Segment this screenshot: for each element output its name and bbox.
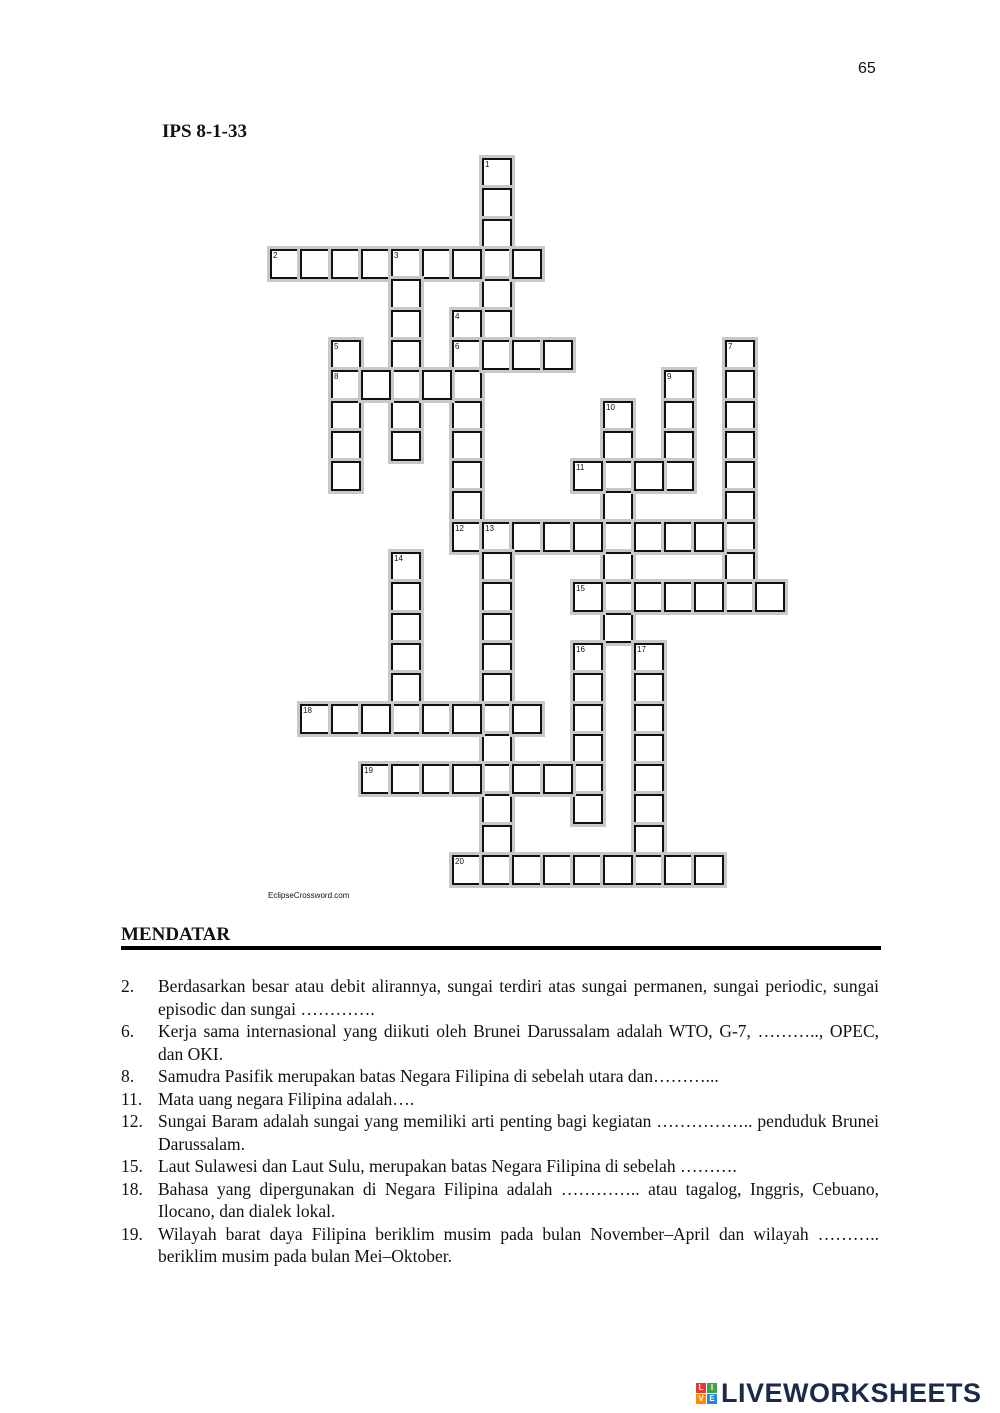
clue-text: Mata uang negara Filipina adalah…. bbox=[158, 1088, 415, 1109]
clue-text: Berdasarkan besar atau debit alirannya, sungai terdiri atas sungai permanen, sungai periodic, sungai episodic dan sungai …………. bbox=[158, 976, 879, 1019]
clue-number-label: 9 bbox=[667, 372, 672, 381]
clue-number: 18. bbox=[121, 1178, 143, 1199]
clue-item bbox=[121, 1155, 879, 1178]
crossword-cell[interactable] bbox=[331, 431, 361, 461]
logo-letter: V bbox=[696, 1394, 706, 1404]
clue-number-label: 14 bbox=[394, 554, 403, 563]
clue-number: 6. bbox=[121, 1021, 135, 1041]
clue-number-label: 2 bbox=[273, 251, 278, 260]
clue-item bbox=[121, 1065, 879, 1088]
clue-list bbox=[121, 975, 879, 1268]
section-title-mendatar: MENDATAR bbox=[121, 924, 231, 945]
crossword-cell[interactable] bbox=[573, 522, 603, 552]
crossword-cell[interactable] bbox=[543, 855, 573, 885]
crossword-cell[interactable] bbox=[482, 279, 512, 309]
crossword-cell[interactable] bbox=[725, 461, 755, 491]
crossword-cell[interactable] bbox=[452, 340, 482, 370]
crossword-cell[interactable] bbox=[725, 552, 755, 582]
clue-item bbox=[121, 1178, 879, 1223]
crossword-cell[interactable] bbox=[482, 552, 512, 582]
clue-number-label: 4 bbox=[455, 312, 460, 321]
crossword-cell[interactable] bbox=[391, 431, 421, 461]
crossword-cell[interactable] bbox=[422, 764, 452, 794]
brand-name: LIVEWORKSHEETS bbox=[721, 1378, 982, 1408]
crossword-cell[interactable] bbox=[422, 249, 452, 279]
crossword-cell[interactable] bbox=[512, 704, 542, 734]
crossword-cell[interactable] bbox=[391, 401, 421, 431]
crossword-cell[interactable] bbox=[634, 794, 664, 824]
crossword-cell[interactable] bbox=[634, 643, 664, 673]
liveworksheets-brand bbox=[696, 1378, 982, 1409]
crossword-cell[interactable] bbox=[634, 825, 664, 855]
logo-letter: E bbox=[707, 1394, 717, 1404]
clue-number: 19. bbox=[121, 1223, 143, 1244]
clue-number-label: 6 bbox=[455, 342, 460, 351]
clue-text: Samudra Pasifik merupakan batas Negara Filipina di sebelah utara dan………... bbox=[158, 1066, 719, 1086]
crossword-cell[interactable] bbox=[603, 431, 633, 461]
crossword-cell[interactable] bbox=[300, 249, 330, 279]
clue-number-label: 16 bbox=[576, 645, 585, 654]
crossword-cell[interactable] bbox=[573, 461, 603, 491]
clue-number-label: 20 bbox=[455, 857, 464, 866]
crossword-cell[interactable] bbox=[331, 340, 361, 370]
crossword-cell[interactable] bbox=[391, 249, 421, 279]
crossword-cell[interactable] bbox=[391, 582, 421, 612]
crossword-cell[interactable] bbox=[452, 461, 482, 491]
crossword-cell[interactable] bbox=[482, 522, 512, 552]
crossword-cell[interactable] bbox=[603, 461, 633, 491]
crossword-cell[interactable] bbox=[573, 582, 603, 612]
clue-number-label: 17 bbox=[637, 645, 646, 654]
crossword-cell[interactable] bbox=[452, 491, 482, 521]
logo-letter: I bbox=[707, 1383, 717, 1393]
clue-number-label: 10 bbox=[606, 403, 615, 412]
clue-number: 12. bbox=[121, 1111, 143, 1131]
crossword-cell[interactable] bbox=[331, 704, 361, 734]
clue-number-label: 19 bbox=[364, 766, 373, 775]
clue-item bbox=[121, 1110, 879, 1155]
crossword-cell[interactable] bbox=[725, 582, 755, 612]
crossword-cell[interactable] bbox=[482, 855, 512, 885]
crossword-cell[interactable] bbox=[725, 370, 755, 400]
clue-number-label: 18 bbox=[303, 706, 312, 715]
crossword-cell[interactable] bbox=[664, 370, 694, 400]
crossword-cell[interactable] bbox=[361, 764, 391, 794]
clue-number-label: 13 bbox=[485, 524, 494, 533]
crossword-cell[interactable] bbox=[331, 370, 361, 400]
crossword-cell[interactable] bbox=[391, 704, 421, 734]
crossword-cell[interactable] bbox=[482, 825, 512, 855]
crossword-cell[interactable] bbox=[482, 794, 512, 824]
clue-text: Kerja sama internasional yang diikuti oleh Brunei Darussalam adalah WTO, G-7, ……….., OPEC, dan OKI. bbox=[158, 1021, 879, 1064]
crossword-cell[interactable] bbox=[482, 158, 512, 188]
crossword-cell[interactable] bbox=[452, 401, 482, 431]
crossword-cell[interactable] bbox=[300, 704, 330, 734]
crossword-cell[interactable] bbox=[573, 673, 603, 703]
crossword-credit: EclipseCrossword.com bbox=[268, 891, 350, 900]
crossword-cell[interactable] bbox=[725, 340, 755, 370]
crossword-cell[interactable] bbox=[512, 340, 542, 370]
crossword-cell[interactable] bbox=[391, 552, 421, 582]
crossword-cell[interactable] bbox=[603, 613, 633, 643]
clue-number: 2. bbox=[121, 976, 135, 996]
crossword-cell[interactable] bbox=[452, 704, 482, 734]
crossword-cell[interactable] bbox=[603, 401, 633, 431]
crossword-cell[interactable] bbox=[755, 582, 785, 612]
crossword-cell[interactable] bbox=[634, 522, 664, 552]
crossword-cell[interactable] bbox=[664, 582, 694, 612]
clue-item bbox=[121, 1223, 879, 1268]
crossword-cell[interactable] bbox=[391, 764, 421, 794]
crossword-cell[interactable] bbox=[694, 522, 724, 552]
crossword-cell[interactable] bbox=[482, 219, 512, 249]
crossword-cell[interactable] bbox=[452, 764, 482, 794]
crossword-cell[interactable] bbox=[482, 582, 512, 612]
clue-number-label: 3 bbox=[394, 251, 399, 260]
crossword-cell[interactable] bbox=[634, 855, 664, 885]
crossword-cell[interactable] bbox=[634, 734, 664, 764]
crossword-cell[interactable] bbox=[331, 249, 361, 279]
clue-text: Bahasa yang dipergunakan di Negara Filipina adalah ………….. atau tagalog, Inggris, Cebuano, Ilocano, dan dialek lokal. bbox=[158, 1178, 879, 1221]
crossword-cell[interactable] bbox=[634, 461, 664, 491]
clue-number-label: 12 bbox=[455, 524, 464, 533]
clue-item bbox=[121, 975, 879, 1020]
crossword-cell[interactable] bbox=[482, 764, 512, 794]
crossword-cell[interactable] bbox=[603, 855, 633, 885]
crossword-cell[interactable] bbox=[482, 613, 512, 643]
crossword-cell[interactable] bbox=[391, 279, 421, 309]
crossword-cell[interactable] bbox=[391, 370, 421, 400]
crossword-cell[interactable] bbox=[603, 491, 633, 521]
section-divider bbox=[121, 946, 881, 950]
crossword-cell[interactable] bbox=[664, 401, 694, 431]
worksheet-code: IPS 8-1-33 bbox=[162, 121, 247, 142]
crossword-cell[interactable] bbox=[634, 582, 664, 612]
crossword-cell[interactable] bbox=[361, 704, 391, 734]
logo-letter: L bbox=[696, 1383, 706, 1393]
liveworksheets-logo-icon bbox=[696, 1383, 717, 1404]
clue-text: Wilayah barat daya Filipina beriklim musim pada bulan November–April dan wilayah ……….. beriklim musim pada bulan Mei–Oktober. bbox=[158, 1223, 879, 1266]
crossword-cell[interactable] bbox=[452, 431, 482, 461]
crossword-cell[interactable] bbox=[361, 370, 391, 400]
crossword-cell[interactable] bbox=[512, 855, 542, 885]
crossword-cell[interactable] bbox=[664, 855, 694, 885]
clue-number-label: 15 bbox=[576, 584, 585, 593]
crossword-cell[interactable] bbox=[361, 249, 391, 279]
clue-number-label: 7 bbox=[728, 342, 733, 351]
crossword-cell[interactable] bbox=[725, 401, 755, 431]
crossword-cell[interactable] bbox=[573, 764, 603, 794]
clue-text: Sungai Baram adalah sungai yang memiliki arti penting bagi kegiatan …………….. penduduk Brunei Darussalam. bbox=[158, 1111, 879, 1154]
crossword-cell[interactable] bbox=[694, 582, 724, 612]
crossword-cell[interactable] bbox=[573, 734, 603, 764]
crossword-cell[interactable] bbox=[482, 643, 512, 673]
crossword-cell[interactable] bbox=[603, 522, 633, 552]
crossword-cell[interactable] bbox=[452, 310, 482, 340]
crossword-cell[interactable] bbox=[482, 188, 512, 218]
crossword-cell[interactable] bbox=[664, 522, 694, 552]
crossword-cell[interactable] bbox=[573, 794, 603, 824]
clue-number: 15. bbox=[121, 1156, 143, 1176]
crossword-cell[interactable] bbox=[391, 643, 421, 673]
clue-number-label: 1 bbox=[485, 160, 490, 169]
crossword-cell[interactable] bbox=[482, 734, 512, 764]
crossword-cell[interactable] bbox=[452, 855, 482, 885]
crossword-cell[interactable] bbox=[543, 522, 573, 552]
crossword-cell[interactable] bbox=[694, 855, 724, 885]
crossword-cell[interactable] bbox=[725, 431, 755, 461]
crossword-cell[interactable] bbox=[452, 249, 482, 279]
clue-text: Laut Sulawesi dan Laut Sulu, merupakan batas Negara Filipina di sebelah ………. bbox=[158, 1156, 737, 1176]
crossword-cell[interactable] bbox=[331, 401, 361, 431]
crossword-cell[interactable] bbox=[573, 704, 603, 734]
crossword-cell[interactable] bbox=[482, 310, 512, 340]
crossword-cell[interactable] bbox=[543, 764, 573, 794]
crossword-cell[interactable] bbox=[482, 340, 512, 370]
crossword-cell[interactable] bbox=[512, 522, 542, 552]
crossword-cell[interactable] bbox=[331, 461, 361, 491]
crossword-cell[interactable] bbox=[482, 249, 512, 279]
crossword-cell[interactable] bbox=[634, 673, 664, 703]
crossword-cell[interactable] bbox=[391, 310, 421, 340]
crossword-cell[interactable] bbox=[512, 249, 542, 279]
crossword-cell[interactable] bbox=[452, 370, 482, 400]
crossword-cell[interactable] bbox=[725, 522, 755, 552]
crossword-cell[interactable] bbox=[391, 673, 421, 703]
crossword-cell[interactable] bbox=[573, 855, 603, 885]
clue-number-label: 11 bbox=[576, 463, 585, 472]
clue-number-label: 5 bbox=[334, 342, 339, 351]
crossword-cell[interactable] bbox=[391, 613, 421, 643]
clue-number-label: 8 bbox=[334, 372, 339, 381]
crossword-cell[interactable] bbox=[452, 522, 482, 552]
crossword-cell[interactable] bbox=[270, 249, 300, 279]
page-number: 65 bbox=[858, 60, 876, 77]
crossword-cell[interactable] bbox=[482, 704, 512, 734]
clue-number: 8. bbox=[121, 1066, 135, 1086]
clue-item bbox=[121, 1088, 879, 1111]
crossword-cell[interactable] bbox=[634, 704, 664, 734]
crossword-cell[interactable] bbox=[543, 340, 573, 370]
crossword-cell[interactable] bbox=[482, 673, 512, 703]
crossword-cell[interactable] bbox=[725, 491, 755, 521]
crossword-cell[interactable] bbox=[573, 643, 603, 673]
crossword-cell[interactable] bbox=[422, 370, 452, 400]
crossword-cell[interactable] bbox=[634, 764, 664, 794]
crossword-cell[interactable] bbox=[664, 431, 694, 461]
crossword-cell[interactable] bbox=[512, 764, 542, 794]
crossword-cell[interactable] bbox=[664, 461, 694, 491]
clue-item bbox=[121, 1020, 879, 1065]
clue-number: 11. bbox=[121, 1088, 143, 1109]
crossword-cell[interactable] bbox=[603, 582, 633, 612]
crossword-cell[interactable] bbox=[603, 552, 633, 582]
crossword-cell[interactable] bbox=[391, 340, 421, 370]
crossword-cell[interactable] bbox=[422, 704, 452, 734]
